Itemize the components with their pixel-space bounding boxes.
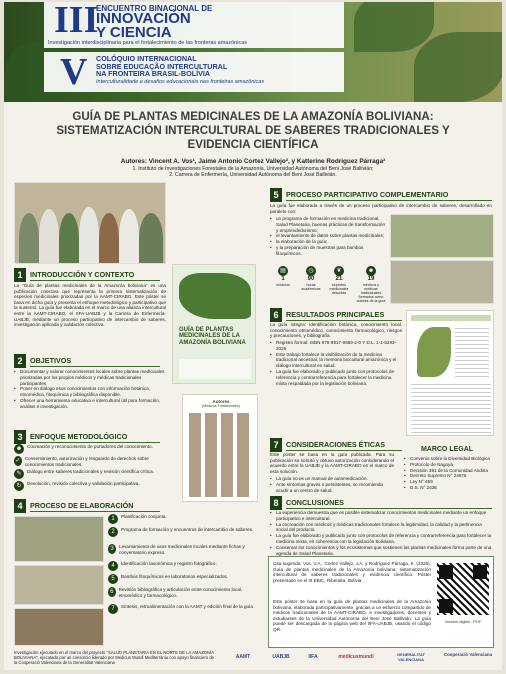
legal-item: • D.S. N° 2436	[404, 485, 496, 491]
section-7-intro: Este póster se basa en la guía publicada. Para su publicación se solicitó y obtuvo autorización considerando el acuerdo entre la UABJB y la AAMT-CIRABO en el marco de esta solución.	[270, 452, 394, 474]
citation-text: Cita sugerida: Vos, V.A., Cortez Vallejo, J.A. y Rodríguez Párraga, K. (2026). Guía de plantas medicinales de la Amazonía boliviana: sistematización intercultural de saberes tradicionales y evidencia científica. Póster presentado en el III EBIC, Riberalta, Bolivia.	[273, 561, 431, 583]
stat-hours: ◷ 90 horas académicas	[301, 268, 321, 291]
logo-medicusmundi: medicusmundi	[338, 654, 374, 660]
section-7-number: 7	[270, 438, 282, 452]
participation-item: • la elaboración de la guía;	[270, 239, 386, 245]
legal-framework-list	[404, 456, 496, 491]
training-photo-1	[390, 214, 494, 258]
result-item: • Registro formal: ISBN 978-9917-9669-2-0 Y D.L. 1-1-5293-2026	[270, 340, 402, 352]
logo-generalitat: GENERALITAT VALENCIANA	[397, 652, 425, 662]
result-item: • Este trabajo fortalece la visibilización de la medicina tradicional ancestral, la memoria biocultural amazónica y el diálogo intercultural en salud.	[270, 352, 402, 369]
section-7-title: CONSIDERACIONES ÉTICAS	[286, 440, 402, 451]
event2-line2: SOBRE EDUCAÇÃO INTERCULTURAL	[96, 61, 228, 71]
section-1-title: INTRODUCCIÓN Y CONTEXTO	[30, 270, 160, 281]
logo-iifa: IIFA	[308, 654, 318, 660]
ethics-item: • La guía no es un manual de automedicación.	[270, 476, 394, 482]
people-icon: ☻	[367, 268, 375, 274]
process-step: 7 Síntesis, retroalimentación con la AAMT y edición final de la guía.	[108, 604, 258, 621]
plant-sheet-image	[406, 310, 494, 436]
qr-caption: Versión digital - PDF	[444, 619, 482, 624]
dialogue-icon: ✎	[14, 469, 24, 479]
section-8-title: CONCLUSIONES	[286, 498, 492, 509]
section-3-title: ENFOQUE METODOLÓGICO	[30, 432, 160, 443]
process-photo-1	[14, 516, 104, 562]
event2-title	[96, 55, 227, 78]
legal-item: • Convenio sobre la Diversidad Biológica	[404, 456, 496, 462]
section-4-number: 4	[14, 499, 26, 513]
book-authors-page	[182, 394, 258, 502]
section-3-number: 3	[14, 430, 26, 444]
event1-title	[96, 12, 191, 40]
roman-numeral-v: V	[60, 51, 88, 93]
legal-item: • Protocolo de Nagoya	[404, 462, 496, 468]
result-item: • La guía fue elaborado y publicado junto con protocolos de referencia y contrarreferencia para fortalecer la medicina mixta respaldada por la legislación boliviana.	[270, 369, 402, 386]
stat-healers: ☻ 19 médicos y médicas tradicionales formados como autores de la guía	[356, 268, 386, 303]
people-icon: ☻	[15, 446, 23, 452]
section-1-number: 1	[14, 268, 26, 282]
process-photo-2	[14, 565, 104, 605]
leaf-icon: ❦	[334, 266, 344, 276]
section-3-methodology	[14, 444, 166, 491]
shield-icon: ✓	[15, 458, 21, 464]
section-6-number: 6	[270, 308, 282, 322]
participation-item: • y la preparación de muestras para bambús fitoquímicos.	[270, 245, 386, 257]
header-banner	[4, 2, 502, 102]
participation-item: • un programa de formación en medicina tradicional, Salud Planetaria, buenas prácticas de transformación y emprendedurismo;	[270, 216, 386, 233]
group-photo	[14, 182, 166, 264]
event2-subtitle: Interculturalidade e desafios educacionais nas fronteiras amazônicas	[96, 79, 265, 85]
event1-subtitle: Investigación interdisciplinaria para el fortalecimiento de las fronteras amazónicas	[48, 40, 248, 46]
clock-icon: ◷	[306, 266, 316, 276]
conclusion-item: • La guía fue elaborado y publicado junto con protocolos de referencia y contrarreferencia para fortalecer la medicina mixta, en coherencia con la legislación boliviana.	[270, 533, 492, 545]
authors: Autores: Vincent A. Vos¹, Jaime Antonio Cortez Vallejo², y Katterine Rodriguez Párraga²	[120, 158, 386, 165]
process-step: 4 Identificación taxonómica y registro fotográfico.	[108, 561, 258, 574]
logo-aamt: AAMT	[235, 654, 251, 660]
section-2-title: OBJETIVOS	[30, 356, 160, 367]
section-4-title: PROCESO DE ELABORACIÓN	[30, 501, 160, 512]
method-item: ✎ Diálogo entre saberes tradicionales y revisión científica crítica.	[14, 469, 166, 479]
conclusion-item: • La cocreación con médicos y médicas tradicionales fortalece la legitimidad, la calidad y la pertinencia social del producto.	[270, 522, 492, 534]
process-step: 6 Revisión bibliográfica y articulación entre conocimiento local, etnomédico y farmacológico.	[108, 587, 258, 604]
section-1-text: La "Guía de plantas medicinales de la Amazonía boliviana" es una publicación colectiva que representa la primera sistematización de especies medicinales priorizadas por la AAMT-CIRABO. Este póster se basa en dicha guía y presenta el enfoque metodológico y participativo que la sustentó. La guía fue elaborada en el marco de una alianza intercultural entre la AAMT-CIRABO, el IIFA-UABJB y la Carrera de Enfermería-UABJB, mediante un proceso participativo de intercambio de saberes, investigación aplicada y validación colectiva.	[14, 283, 166, 328]
objective-item: • Ofrecer una herramienta educativa e intercultural útil para formación, análisis e investigación.	[14, 398, 166, 410]
book-cover-title: GUÍA DE PLANTAS MEDICINALES DE LA AMAZONÍA BOLIVIANA	[179, 327, 246, 346]
event1-line3: Y CIENCIA	[96, 24, 172, 41]
ethics-item: • Ante síntomas graves o persistentes, se recomienda acudir a un centro de salud.	[270, 482, 394, 494]
stat-modules: ▤ 1 módulos	[276, 268, 290, 287]
section-6-results	[270, 340, 402, 386]
affiliations	[24, 166, 482, 179]
citation-box	[268, 556, 494, 648]
legal-item: • Ley N° 459	[404, 479, 496, 485]
section-6-intro: La guía integra: identificación botánica, conocimiento local, conocimiento etnomédico, conocimiento farmacológico, riesgos y precauciones, y bibliografía.	[270, 322, 402, 339]
participation-item: • el levantamiento de datos sobre plantas medicinales;	[270, 233, 386, 239]
roman-numeral-iii: III	[54, 2, 99, 41]
section-2-number: 2	[14, 354, 26, 368]
section-2-objectives	[14, 369, 166, 410]
objective-item: • Documentar y valorar conocimientos locales sobre plantas medicinales priorizadas por los propios médicos y médicas tradicionales participantes.	[14, 369, 166, 386]
conclusion-item: • Conservar los conocimientos y los ecosistemas que sostienen las plantas medicinales forma parte de una agenda de Salud Planetaria.	[270, 545, 492, 557]
section-7-notes	[270, 476, 394, 493]
book-page-heading: Autores	[212, 399, 230, 404]
affiliation-2: 2. Carrera de Enfermería, Universidad Autónoma del Beni José Ballivián.	[169, 172, 337, 179]
book-cover	[172, 264, 256, 384]
section-8-conclusions	[270, 510, 492, 556]
section-4-steps	[108, 514, 258, 621]
poster-title: GUÍA DE PLANTAS MEDICINALES DE LA AMAZONÍA BOLIVIANA: SISTEMATIZACIÓN INTERCULTURAL DE SABERES TRADICIONALES Y EVIDENCIA CIENTÍFICA	[56, 110, 450, 151]
section-5-list	[270, 216, 386, 257]
event2-line3: NA FRONTEIRA BRASIL-BOLÍVIA	[96, 69, 211, 79]
training-photo-2	[390, 260, 494, 304]
stat-species: ❦ 21 especies medicinales descritas	[329, 268, 349, 295]
process-photo-3	[14, 608, 104, 646]
event2-line1: COLÓQUIO INTERNACIONAL	[96, 54, 197, 63]
guide-note: Este póster se basa en la guía de plantas medicinales de la Amazonía boliviana, elaborada participativamente, gracias a un esfuerzo compartido de médicos tradicionales de la AAMT-CIRABO, e investigadores, docentes y estudiantes de la Universidad Autónoma del Beni José Ballivián. La guía puede ser descargada de la página web del IIFA-UABJB, usando el código QR.	[273, 599, 431, 632]
process-step: 2 Programa de formación y encuentros de intercambio de saberes.	[108, 527, 258, 544]
process-step: 1 Planificación conjunta.	[108, 514, 258, 527]
section-8-number: 8	[270, 496, 282, 510]
refresh-icon: ↻	[14, 481, 24, 491]
section-6-title: RESULTADOS PRINCIPALES	[286, 310, 402, 321]
logo-cooperacio: Cooperació Valenciana	[443, 652, 493, 657]
process-step: 3 Levantamiento de usos medicinales locales mediante fichas y conversatorio expreso.	[108, 544, 258, 561]
method-item: ✓ Consentimiento, autorización y resguardo de derechos sobre conocimientos tradicionales.	[15, 456, 149, 467]
section-5-intro: La guía fue elaborada a través de un proceso participativo de intercambio de saberes, desarrollado en paralelo con:	[270, 203, 492, 214]
objective-item: • Poner en diálogo esos conocimientos con información botánica, etnomédica, fitoquímica y bibliográfica disponible.	[14, 386, 166, 398]
method-item: ☻ Cocreación y reconocimiento de portadores del conocimiento.	[15, 444, 153, 452]
book-page-subheading: (Médicos Tradicionales)	[202, 404, 240, 408]
logo-uabjb: UABJB	[272, 654, 290, 660]
conclusion-item: • La experiencia demuestra que es posible sistematizar conocimientos medicinales mediante un enfoque participativo e intercultural.	[270, 510, 492, 522]
method-item: ↻ Devolución, revisión colectiva y validación participativa.	[14, 481, 166, 491]
section-5-number: 5	[270, 188, 282, 202]
event1-line2: INNOVACIÓN	[96, 10, 191, 27]
legal-item: • Decisión 391 de la Comunidad Andina	[404, 468, 496, 474]
poster	[4, 2, 502, 670]
event1-line1: ENCUENTRO BINACIONAL DE	[96, 4, 213, 13]
footer-note: Investigación ejecutado en el marco del proyecto "SALUD PLANETARIA EN EL NORTE DE LA AMAZONÍA BOLIVIANA", ejecutado por un consorcio liderado por Medicus Mundi Mediterrània con apoyo financiero de la Cooperació Valenciana de la Generalitat Valenciana	[14, 650, 214, 665]
legal-item: • Decreto Supremo N° 24676	[404, 473, 496, 479]
section-5-title: PROCESO PARTICIPATIVO COMPLEMENTARIO	[286, 190, 492, 201]
book-icon: ▤	[278, 266, 288, 276]
legal-framework-title: MARCO LEGAL	[420, 446, 474, 453]
affiliation-1: 1. Instituto de Investigaciones Forestales de la Amazonía, Universidad Autónoma del Beni José Ballivián;	[132, 166, 374, 172]
qr-code[interactable]	[437, 563, 489, 615]
process-step: 5 Bambús fitoquímicos en laboratorios especializados.	[108, 574, 258, 587]
